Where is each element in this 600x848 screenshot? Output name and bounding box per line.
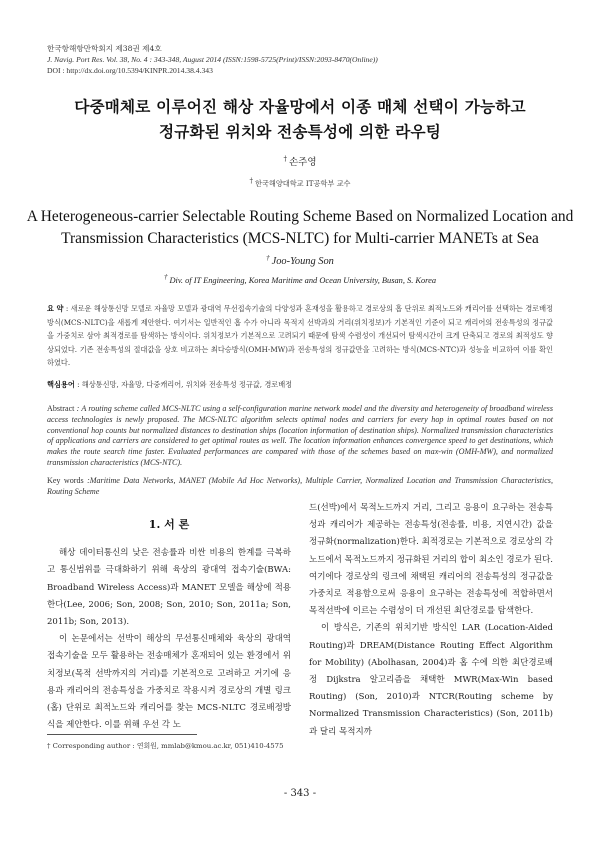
paper-title-en <box>20 206 580 249</box>
dagger-mark: † <box>47 742 51 750</box>
abstract-ko <box>47 302 553 370</box>
affiliation-text-ko: 한국해양대학교 IT공학부 교수 <box>254 179 351 188</box>
footnote <box>47 740 283 750</box>
author-name-en: Joo-Young Son <box>271 256 334 267</box>
body-paragraph: 드(선박)에서 목적노드까지 거리, 그리고 응용이 요구하는 전송특성과 캐리어가 제공하는 전송특성(전송률, 비용, 지연시간) 값을 정규화(normalization)한다. 최적경로는 기본적으로 경로상의 각 노드에서 목적노드까지 정규화된 거리의 합이 최소인 경로가 된다. 여기에다 경로상의 링크에 채택된 캐리어의 전송특성의 정규값을 가중치로 적용함으로써 응용이 요구하는 전송특성에 적합하면서 목적선박에 이르는 수렴성이 더 개선된 최단경로를 탐색한다. <box>309 503 553 617</box>
title-en-line2: Transmission Characteristics (MCS-NLTC) for Multi-carrier MANETs at Sea <box>61 229 539 247</box>
dagger-mark: † <box>163 273 168 282</box>
dagger-mark: † <box>249 176 253 185</box>
journal-name-ko: 한국항해항만학회지 제38권 제4호 <box>47 44 162 53</box>
affiliation-en <box>0 273 600 285</box>
title-ko-line2: 정규화된 위치와 전송특성에 의한 라우팅 <box>159 122 441 141</box>
page-number: - 343 - <box>283 788 317 799</box>
dagger-mark: † <box>283 154 287 163</box>
body-column-left <box>47 500 291 734</box>
affiliation-ko <box>0 176 600 189</box>
abstract-en-label: Abstract <box>47 404 75 413</box>
footnote-text: Corresponding author : 연회원, mmlab@kmou.ac.kr, 051)410-4575 <box>52 742 284 750</box>
body-column-right <box>309 500 553 741</box>
keywords-ko <box>47 378 553 392</box>
abstract-en <box>47 404 553 469</box>
title-en-line1: A Heterogeneous-carrier Selectable Routing Scheme Based on Normalized Location and <box>26 208 574 225</box>
keywords-ko-text: : 해상통신망, 자율망, 다중캐리어, 위치와 전송특성 정규값, 경로배정 <box>77 380 293 389</box>
section-title: 1. 서 론 <box>148 518 190 531</box>
abstract-en-text: : A routing scheme called MCS-NLTC using a self-configuration marine network model and the diversity and heterogeneity of broadband wireless access technologies is newly proposed. The MCS-NLTC algorithm selects optimal nodes and carriers for every hop in optimal routes based on not conventional hop counts but normalized distances to destination ships (location information of destination ships). Normalized transmission characteristics of applications and carriers are considered to get optimal routes as well. The location information enhances convergence speed to get destinations, which makes the route search time faster. Evaluated performances are compared with those of the schemes based on max-win (OMH-MW), and normalized transmission characteristics (MCS-NTC). <box>47 404 553 467</box>
abstract-ko-label: 요 약 <box>47 304 64 313</box>
keywords-en-text: :Maritime Data Networks, MANET (Mobile Ad Hoc Networks), Multiple Carrier, Normalized Location and Transmission Characteristics, Routing Scheme <box>47 476 553 496</box>
keywords-en-label: Key words <box>47 476 84 485</box>
author-name-ko: 손주영 <box>288 157 317 168</box>
body-paragraph: 해상 데이터통신의 낮은 전송률과 비싼 비용의 한계를 극복하고 통신범위를 극대화하기 위해 육상의 광대역 접속기술(BWA: Broadband Wireless Access)과 MANET 모델을 해상에 적용한다(Lee, 2006; Son, 2008; Son, 2010; Son, 2011a; Son, 2011b; Son, 2013). <box>47 548 291 628</box>
abstract-ko-text: : 새로운 해상통신망 모델로 자율망 모델과 광대역 무선접속기술의 다양성과 혼재성을 활용하고 경로상의 홉 단위로 최적노드와 캐리어를 선택하는 경로배정방식(MCS-NLTC)을 새롭게 제안한다. 여기서는 일반적인 홉 수가 아니라 목적지 선박과의 거리(위치정보)가 기본적인 기준이 되고 캐리어의 전송특성의 정규값을 가중치로 삼아 최적경로를 탐색하는 방식이다. 위치정보가 기본적으로 고려되기 때문에 탐색 수렴성이 개선되어 탐색시간이 크게 단축되고 경로의 최적성도 향상되었다. 기존 전송특성의 절대값을 상호 비교하는 최다승방식(OMH-MW)과 전송특성의 정규값만을 고려하는 방식(MCS-NTC)과 성능을 비교하여 이를 확인하였다. <box>47 304 553 368</box>
body-paragraph: 이 방식은, 기존의 위치기반 방식인 LAR (Location-Aided Routing)과 DREAM(Distance Routing Effect Algorithm for Mobility) (Abolhasan, 2004)과 홉 수에 의한 최단경로배정 Dijkstra 알고리즘을 채택한 MWR(Max-Win based Routing) (Son, 2010)과 NTCR(Routing scheme by Normalized Transmission Characteristics) (Son, 2011b)과 달리 목적지까 <box>309 623 553 737</box>
dagger-mark: † <box>266 253 270 262</box>
keywords-ko-label: 핵심용어 <box>47 380 75 389</box>
journal-header <box>47 44 567 76</box>
author-ko <box>0 154 600 168</box>
body-paragraph: 이 논문에서는 선박이 해상의 무선통신매체와 육상의 광대역 접속기술을 모두 활용하는 전송매체가 혼재되어 있는 환경에서 위치정보(목적 선박까지의 거리)를 기본적으로 고려하고 거기에 응용과 캐리어의 전송특성을 가중치로 작용시켜 경로상의 개별 링크 (홉) 단위로 최적노드와 캐리어를 찾는 MCS-NLTC 경로배정방식을 제안한다. 이를 위해 우선 각 노 <box>47 634 291 731</box>
journal-citation: J. Navig. Port Res. Vol. 38, No. 4 : 343-348, August 2014 (ISSN:1598-5725(Print)/ISSN:2093-8470(Online)) <box>47 54 378 64</box>
footnote-divider <box>47 734 197 735</box>
affiliation-text-en: Div. of IT Engineering, Korea Maritime and Ocean University, Busan, S. Korea <box>169 276 437 285</box>
paper-title-ko <box>30 94 570 144</box>
title-ko-line1: 다중매체로 이루어진 해상 자율망에서 이종 매체 선택이 가능하고 <box>74 97 526 116</box>
keywords-en <box>47 476 553 498</box>
doi-link[interactable]: DOI : http://dx.doi.org/10.5394/KINPR.2014.38.4.343 <box>47 65 213 75</box>
author-en <box>0 253 600 267</box>
